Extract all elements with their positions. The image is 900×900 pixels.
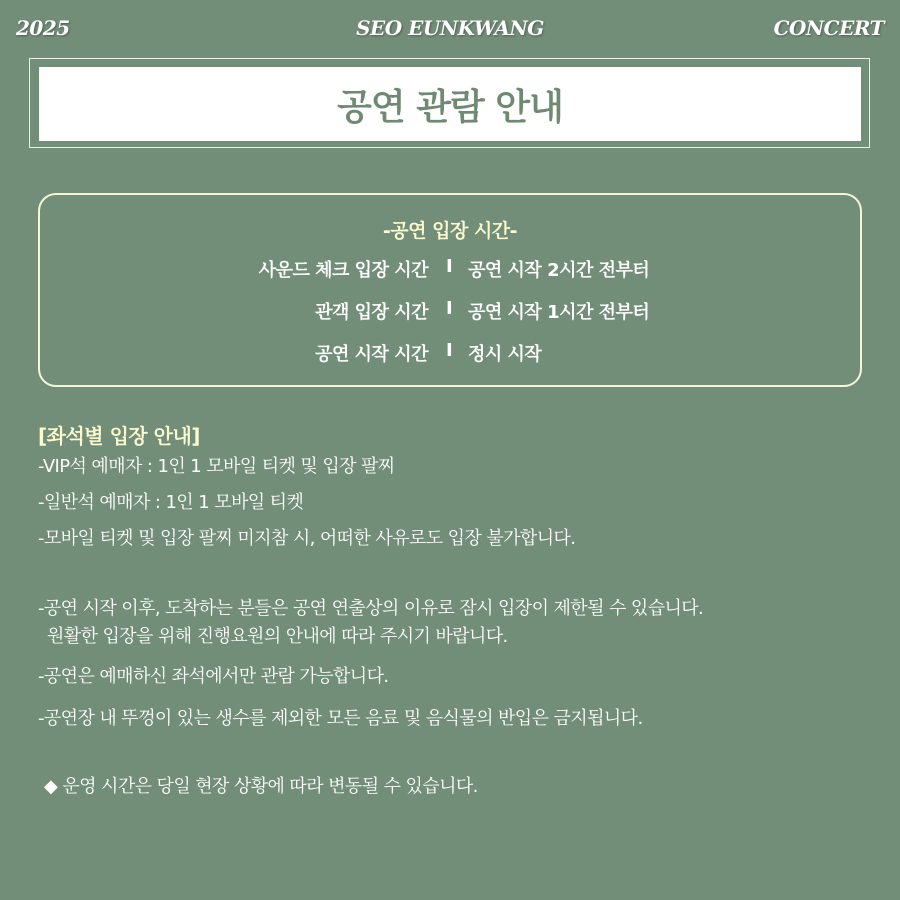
entry-time-value: 공연 시작 1시간 전부터 — [468, 302, 650, 323]
concert-label: CONCERT — [773, 16, 884, 40]
operation-notice: ◆ 운영 시간은 당일 현장 상황에 따라 변동될 수 있습니다. — [44, 776, 478, 797]
entry-time-row-start — [0, 340, 900, 366]
rule-line: -공연장 내 뚜껑이 있는 생수를 제외한 모든 음료 및 음식물의 반입은 금지됩니다. — [38, 708, 643, 729]
entry-time-separator: I — [446, 298, 453, 319]
seat-guide-line: -일반석 예매자 : 1인 1 모바일 티켓 — [38, 492, 304, 513]
year-label: 2025 — [16, 16, 70, 40]
title-box — [39, 67, 861, 141]
entry-time-label: 관객 입장 시간 — [315, 302, 428, 323]
artist-label: SEO EUNKWANG — [356, 16, 544, 40]
entry-time-separator: I — [446, 256, 453, 277]
entry-time-separator: I — [446, 340, 453, 361]
entry-time-row-audience — [0, 298, 900, 324]
seat-guide-heading: [좌석별 입장 안내] — [38, 424, 200, 448]
entry-time-label: 공연 시작 시간 — [315, 344, 428, 365]
entry-time-row-soundcheck — [0, 256, 900, 282]
rule-line: 원활한 입장을 위해 진행요원의 안내에 따라 주시기 바랍니다. — [47, 626, 508, 647]
rule-line: -공연 시작 이후, 도착하는 분들은 공연 연출상의 이유로 잠시 입장이 제한될 수 있습니다. — [38, 598, 704, 619]
entry-time-label: 사운드 체크 입장 시간 — [258, 260, 428, 281]
entry-time-value: 공연 시작 2시간 전부터 — [468, 260, 650, 281]
entry-time-value: 정시 시작 — [468, 344, 542, 365]
seat-guide-line: -VIP석 예매자 : 1인 1 모바일 티켓 및 입장 팔찌 — [38, 456, 395, 477]
page-title: 공연 관람 안내 — [337, 86, 563, 128]
rule-line: -공연은 예매하신 좌석에서만 관람 가능합니다. — [38, 666, 389, 687]
seat-guide-line: -모바일 티켓 및 입장 팔찌 미지참 시, 어떠한 사유로도 입장 불가합니다. — [38, 528, 576, 549]
entry-time-heading: -공연 입장 시간- — [382, 220, 518, 242]
